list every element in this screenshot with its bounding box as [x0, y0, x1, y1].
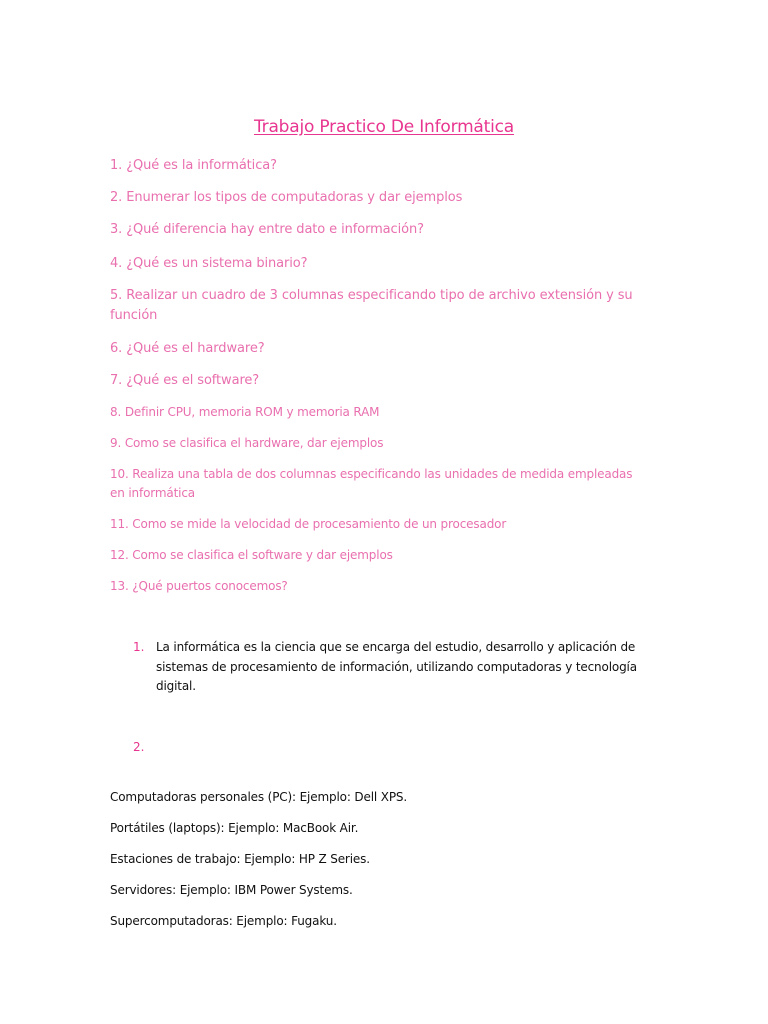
computer-type-laptop: Portátiles (laptops): Ejemplo: MacBook Air.	[110, 821, 359, 835]
question-9: 9. Como se clasifica el hardware, dar ejemplos	[110, 436, 384, 450]
document-title: Trabajo Practico De Informática	[253, 117, 515, 137]
computer-type-server: Servidores: Ejemplo: IBM Power Systems.	[110, 883, 353, 897]
question-7: 7. ¿Qué es el software?	[110, 373, 260, 388]
computer-type-pc: Computadoras personales (PC): Ejemplo: Dell XPS.	[110, 790, 408, 804]
question-6: 6. ¿Qué es el hardware?	[110, 341, 265, 356]
computer-type-workstation: Estaciones de trabajo: Ejemplo: HP Z Series.	[110, 852, 370, 866]
question-5: 5. Realizar un cuadro de 3 columnas especificando tipo de archivo extensión y su función	[110, 288, 633, 323]
question-1: 1. ¿Qué es la informática?	[110, 158, 277, 173]
question-13: 13. ¿Qué puertos conocemos?	[110, 579, 288, 593]
question-3: 3. ¿Qué diferencia hay entre dato e información?	[110, 222, 424, 237]
question-4: 4. ¿Qué es un sistema binario?	[110, 256, 308, 271]
question-8: 8. Definir CPU, memoria ROM y memoria RAM	[110, 405, 380, 419]
answer-number-1: 1.	[133, 640, 145, 654]
question-12: 12. Como se clasifica el software y dar ejemplos	[110, 548, 393, 562]
question-11: 11. Como se mide la velocidad de procesamiento de un procesador	[110, 517, 507, 531]
question-2: 2. Enumerar los tipos de computadoras y dar ejemplos	[110, 190, 463, 205]
computer-type-supercomputer: Supercomputadoras: Ejemplo: Fugaku.	[110, 914, 337, 928]
answer-number-2: 2.	[133, 740, 145, 754]
answer-text-1: La informática es la ciencia que se encarga del estudio, desarrollo y aplicación de sistemas de procesamiento de información, utilizando computadoras y tecnología digital.	[156, 640, 637, 693]
question-10: 10. Realiza una tabla de dos columnas especificando las unidades de medida empleadas en informática	[110, 467, 633, 500]
